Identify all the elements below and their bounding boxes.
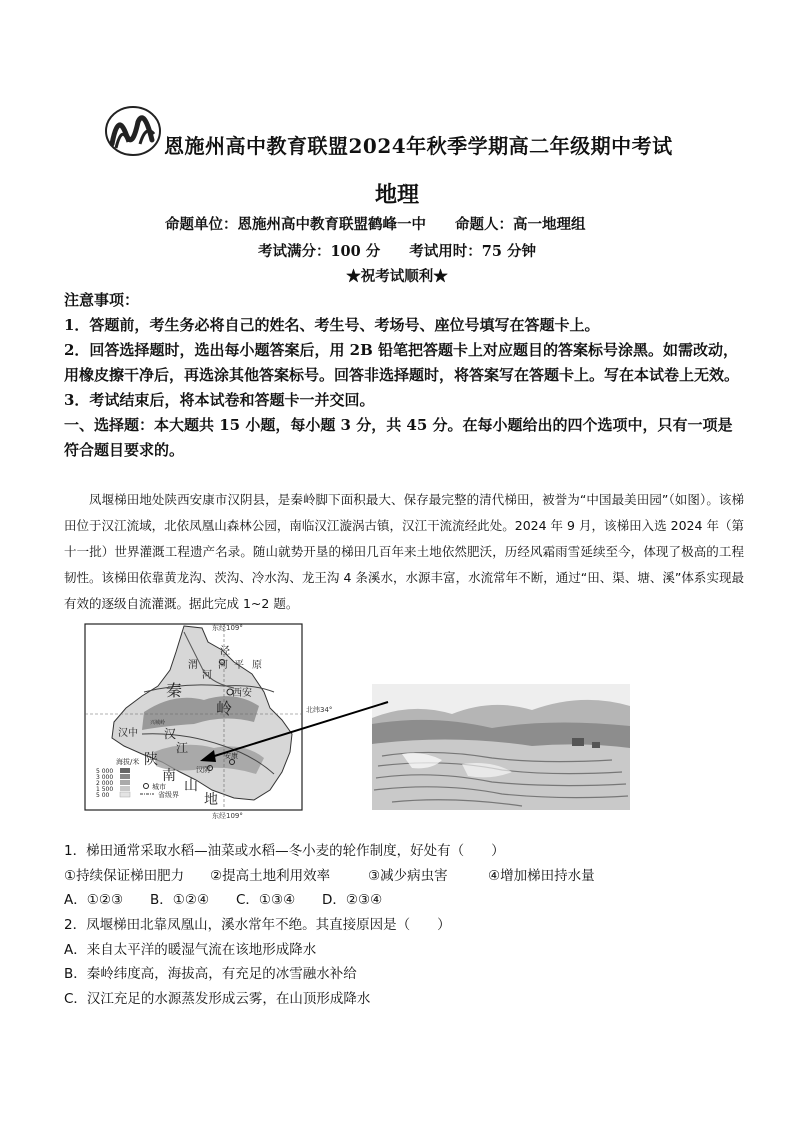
legend-level: 2 000 xyxy=(96,780,114,787)
map-place-label: 秦 xyxy=(166,681,183,700)
answer-option[interactable]: A．来自太平洋的暖湿气流在该地形成降水 xyxy=(64,941,317,958)
legend-level: 5 00 xyxy=(96,792,110,799)
answer-option[interactable]: B．秦岭纬度高，海拔高，有充足的冰雪融水补给 xyxy=(64,966,357,982)
statement-item: ②提高土地利用效率 xyxy=(210,867,331,884)
latitude-label: 北纬34° xyxy=(306,706,333,714)
longitude-bottom-label: 东经109° xyxy=(212,812,243,820)
map-city-label: 安康 xyxy=(224,752,238,760)
legend-level: 1 500 xyxy=(96,786,114,793)
legend-border-label: 省级界 xyxy=(158,791,179,799)
answer-option[interactable]: C．汉江充足的水源蒸发形成云雾，在山顶形成降水 xyxy=(64,990,371,1007)
map-place-label: 南 xyxy=(162,768,176,784)
answer-option[interactable]: C．①③④ xyxy=(236,892,296,908)
answer-option[interactable]: B．①②④ xyxy=(150,892,210,908)
reading-passage: 凤堰梯田地处陕西安康市汉阴县，是秦岭脚下面积最大、保存最完整的清代梯田，被誉为“中国最美田园”（如图）。该梯田位于汉江流域，北依凤凰山森林公园，南临汉江漩涡古镇，汉江干流流经此处。2024 年 9 月，该梯田入选 2024 年（第十一批）世界灌溉工程遗产名录。随山就势开垦的梯田几百年来土地依然肥沃，历经风霜雨雪延续至今，体现了极高的工程韧性。该梯田依靠黄龙沟、茨沟、冷水沟、龙王沟 4 条溪水，水源丰富，水流常年不断，通过“田、渠、塘、溪”体系实现最有效的逐级自流灌溉。据此完成 1~2 题。 xyxy=(64,492,744,611)
question-stem: 2．凤堰梯田北靠凤凰山，溪水常年不绝。其直接原因是（ ） xyxy=(64,917,451,933)
map-place-label: 岭 xyxy=(216,699,233,718)
legend-city-label: 城市 xyxy=(152,783,166,791)
option-row xyxy=(64,888,744,913)
map-place-label: 江 xyxy=(176,741,189,755)
map-place-label: 泾 xyxy=(220,646,230,657)
map-place-label: 陕 xyxy=(144,752,158,768)
pointer-arrow xyxy=(190,700,390,780)
map-place-label: 渭 xyxy=(188,660,198,671)
question-1 xyxy=(64,839,744,913)
longitude-top-label: 东经109° xyxy=(212,624,243,632)
author-unit: 命题单位：恩施州高中教育联盟鹤峰一中 命题人：高一地理组 xyxy=(165,216,586,233)
terrace-field-photo xyxy=(372,684,630,810)
exam-title: 恩施州高中教育联盟2024年秋季学期高二年级期中考试 xyxy=(164,134,673,158)
map-place-label: 原 xyxy=(252,660,262,671)
notice-item: 2．回答选择题时，选出每小题答案后，用 2B 铅笔把答题卡上对应题目的答案标号涂黑。如需改动，用橡皮擦干净后，再选涂其他答案标号。回答非选择题时，将答案写在答题卡上。写在本试卷上无效。 xyxy=(64,341,740,384)
legend-level: 5 000 xyxy=(96,768,114,775)
map-city-label: 汉中 xyxy=(118,728,138,739)
exam-wish: ★祝考试顺利★ xyxy=(346,268,448,285)
notice-item: 1．答题前，考生务必将自己的姓名、考生号、考场号、座位号填写在答题卡上。 xyxy=(64,316,600,334)
section-heading: 一、选择题：本大题共 15 小题，每小题 3 分，共 45 分。在每小题给出的四个选项中，只有一项是符合题目要求的。 xyxy=(64,416,733,459)
map-city-label: 汉阴 xyxy=(196,766,210,774)
notice-section xyxy=(64,288,744,463)
answer-option[interactable]: D．②③④ xyxy=(322,892,383,908)
map-place-label: 河 xyxy=(202,670,212,681)
map-place-label: 平 xyxy=(234,660,244,671)
subject-title: 地理 xyxy=(374,182,419,208)
notice-item: 3．考试结束后，将本试卷和答题卡一并交回。 xyxy=(64,391,375,409)
statement-item: ③减少病虫害 xyxy=(368,867,448,884)
statement-item: ①持续保证梯田肥力 xyxy=(64,867,185,884)
question-stem: 1．梯田通常采取水稻—油菜或水稻—冬小麦的轮作制度，好处有（ ） xyxy=(64,843,505,859)
map-place-label: 山 xyxy=(184,778,198,794)
statement-item: ④增加梯田持水量 xyxy=(488,867,595,884)
answer-option[interactable]: A．①②③ xyxy=(64,892,124,908)
notice-heading: 注意事项： xyxy=(64,291,140,309)
map-place-label: 兴城岭 xyxy=(150,720,166,726)
alliance-logo-icon xyxy=(104,104,162,158)
statement-row xyxy=(64,864,744,889)
map-city-label: 西安 xyxy=(232,688,252,699)
map-place-label: 河 xyxy=(218,660,228,671)
legend-level: 3 000 xyxy=(96,774,114,781)
map-place-label: 地 xyxy=(204,792,218,808)
map-place-label: 汉 xyxy=(164,727,177,741)
legend-title: 海拔/米 xyxy=(116,758,140,766)
question-2 xyxy=(64,913,744,1011)
score-time: 考试满分：100 分 考试用时：75 分钟 xyxy=(257,243,537,260)
